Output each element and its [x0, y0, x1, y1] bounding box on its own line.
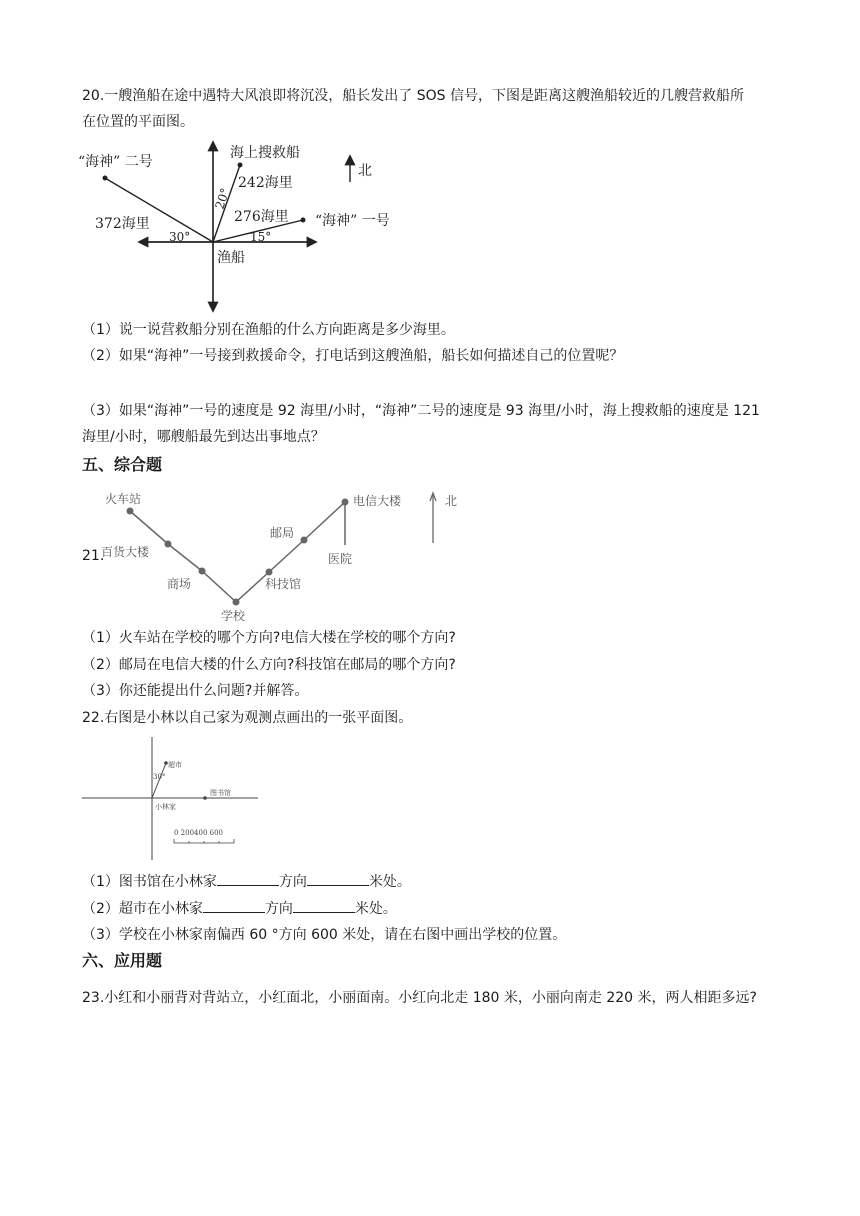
q20-sub1: （1）说一说营救船分别在渔船的什么方向距离是多少海里。 [82, 322, 455, 338]
q21-sub2: （2）邮局在电信大楼的什么方向?科技馆在邮局的哪个方向? [82, 657, 456, 673]
scale-bar-icon [174, 839, 234, 843]
q20-sub3-line1: （3）如果“海神”一号的速度是 92 海里/小时，“海神”二号的速度是 93 海里/小时，海上搜救船的速度是 121 [82, 403, 760, 419]
q21-label-north: 北 [445, 494, 458, 508]
q22-sub1-text-a: （1）图书馆在小林家 [82, 874, 217, 890]
q20-label-north: 北 [358, 163, 372, 179]
q22-sub3: （3）学校在小林家南偏西 60 °方向 600 米处，请在右图中画出学校的位置。 [82, 927, 567, 943]
q22-label-supermarket: 超市 [168, 761, 182, 769]
q21-point-telecom [342, 499, 349, 506]
q21-label-mall: 商场 [167, 577, 192, 591]
q21-label-school: 学校 [221, 609, 246, 623]
section6-heading: 六、应用题 [82, 951, 163, 970]
q20-label-dist-h1: 276海里 [234, 209, 289, 225]
q20-intro-line1: 20.一艘渔船在途中遇特大风浪即将沉没，船长发出了 SOS 信号，下图是距离这艘渔船较近的几艘营救船所 [82, 88, 744, 104]
q22-label-scale: 0 200400 600 [174, 829, 223, 837]
q21-label-train-station: 火车站 [105, 492, 142, 506]
q22-intro: 22.右图是小林以自己家为观测点画出的一张平面图。 [82, 710, 413, 726]
q22-label-library: 图书馆 [210, 789, 231, 797]
q20-intro-line2: 在位置的平面图。 [82, 114, 194, 130]
q22-sub2-text-b: 方向 [264, 901, 293, 917]
q21-label-telecom: 电信大楼 [353, 494, 402, 508]
q22-sub1-text-b: 方向 [278, 874, 307, 890]
q21-label-department-store: 百货大楼 [101, 545, 150, 559]
q21-point-mall [199, 568, 206, 575]
q20-ray-haishen2 [105, 178, 213, 242]
q21-sub1: （1）火车站在学校的哪个方向?电信大楼在学校的哪个方向? [82, 630, 456, 646]
q22-sub2-text-c: 米处。 [354, 901, 397, 917]
q21-label-hospital: 医院 [328, 552, 353, 566]
q21-label-science-museum: 科技馆 [265, 577, 302, 591]
q20-label-dist-search: 242海里 [238, 175, 293, 191]
q22-sub1-blank-distance[interactable] [307, 871, 369, 886]
q21-point-post-office [301, 537, 308, 544]
q22-sub2-text-a: （2）超市在小林家 [82, 901, 203, 917]
q22-label-home: 小林家 [155, 803, 176, 811]
q21-point-school [233, 599, 240, 606]
q21-point-train-station [127, 508, 134, 515]
q21-point-science-museum [266, 569, 273, 576]
q20-rescue-diagram [70, 135, 430, 315]
q23-text: 23.小红和小丽背对背站立，小红面北，小丽面南。小红向北走 180 米，小丽向南走 220 米，两人相距多远? [82, 990, 757, 1006]
q21-point-department-store [165, 541, 172, 548]
q22-map [80, 735, 260, 865]
q21-label-post-office: 邮局 [270, 526, 295, 540]
q22-sub2 [82, 898, 397, 919]
q22-sub1-blank-direction[interactable] [217, 871, 279, 886]
q20-label-angle-search: 20° [212, 186, 233, 211]
q21-number: 21. [82, 548, 105, 564]
q21-route-map [95, 485, 465, 625]
q20-label-haishen2: “海神” 二号 [78, 154, 153, 170]
q22-sub2-blank-direction[interactable] [203, 898, 265, 913]
q20-label-fishing-boat: 渔船 [217, 250, 245, 266]
q20-label-angle-h2: 30° [169, 230, 191, 244]
q22-label-angle: 30° [153, 773, 166, 781]
q20-label-angle-h1: 15° [250, 230, 272, 244]
q22-sub1-text-c: 米处。 [368, 874, 411, 890]
q21-sub3: （3）你还能提出什么问题?并解答。 [82, 683, 309, 699]
q20-label-haishen1: “海神” 一号 [315, 213, 390, 229]
q20-sub2: （2）如果“海神”一号接到救援命令，打电话到这艘渔船，船长如何描述自己的位置呢？ [82, 348, 624, 364]
q20-sub3-line2: 海里/小时，哪艘船最先到达出事地点？ [82, 429, 325, 445]
q20-label-dist-h2: 372海里 [95, 216, 150, 232]
q22-sub2-blank-distance[interactable] [293, 898, 355, 913]
section5-heading: 五、综合题 [82, 455, 163, 474]
q20-label-search-ship: 海上搜救船 [230, 145, 300, 161]
q22-sub1 [82, 871, 411, 892]
